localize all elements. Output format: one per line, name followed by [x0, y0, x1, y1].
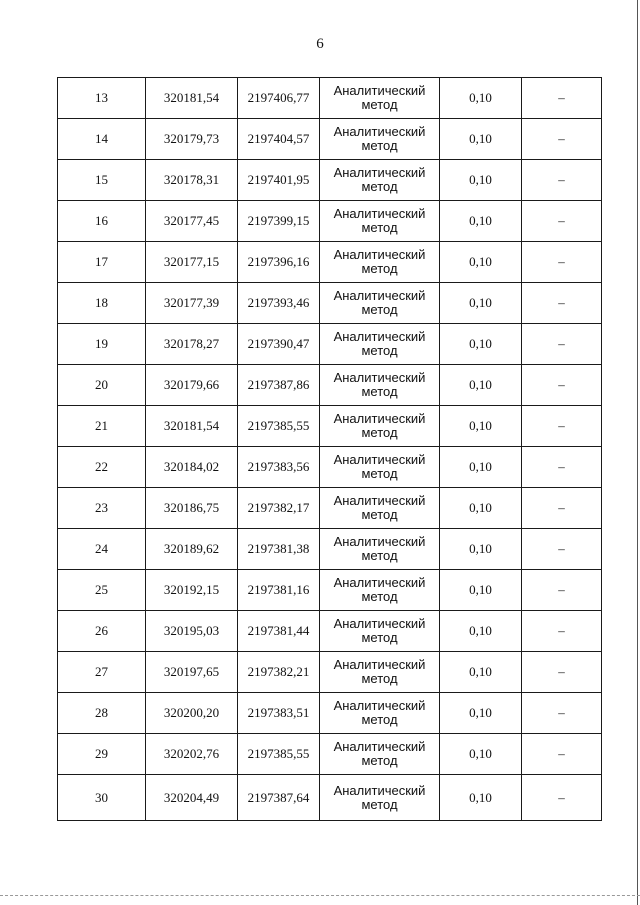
method-cell — [320, 775, 440, 821]
point-number-cell: 27 — [58, 652, 146, 693]
method-line-2: метод — [361, 671, 398, 686]
method-cell — [320, 734, 440, 775]
point-number-cell: 15 — [58, 160, 146, 201]
method-cell — [320, 447, 440, 488]
method-line-2: метод — [361, 796, 398, 812]
method-line-1: Аналитический — [333, 698, 426, 713]
y-coordinate-cell: 2197383,56 — [238, 447, 320, 488]
accuracy-cell: 0,10 — [440, 201, 522, 242]
y-coordinate-cell: 2197387,86 — [238, 365, 320, 406]
accuracy-cell: 0,10 — [440, 160, 522, 201]
y-coordinate-cell: 2197393,46 — [238, 283, 320, 324]
method-line-1: Аналитический — [333, 411, 426, 426]
method-cell — [320, 242, 440, 283]
method-line-2: метод — [361, 753, 398, 768]
method-line-1: Аналитический — [333, 247, 426, 262]
point-number-cell: 28 — [58, 693, 146, 734]
table-row — [58, 365, 602, 406]
x-coordinate-cell: 320177,15 — [146, 242, 238, 283]
table-row — [58, 78, 602, 119]
table-row — [58, 488, 602, 529]
note-cell: – — [522, 160, 602, 201]
point-number-cell: 19 — [58, 324, 146, 365]
method-cell — [320, 201, 440, 242]
note-cell: – — [522, 365, 602, 406]
x-coordinate-cell: 320178,27 — [146, 324, 238, 365]
point-number-cell: 23 — [58, 488, 146, 529]
x-coordinate-cell: 320202,76 — [146, 734, 238, 775]
table-row — [58, 201, 602, 242]
note-cell: – — [522, 693, 602, 734]
point-number-cell: 21 — [58, 406, 146, 447]
method-cell — [320, 119, 440, 160]
y-coordinate-cell: 2197396,16 — [238, 242, 320, 283]
method-line-2: метод — [361, 507, 398, 522]
x-coordinate-cell: 320197,65 — [146, 652, 238, 693]
accuracy-cell: 0,10 — [440, 488, 522, 529]
method-line-1: Аналитический — [333, 124, 426, 139]
accuracy-cell: 0,10 — [440, 652, 522, 693]
x-coordinate-cell: 320177,45 — [146, 201, 238, 242]
note-cell: – — [522, 406, 602, 447]
note-cell: – — [522, 119, 602, 160]
y-coordinate-cell: 2197382,17 — [238, 488, 320, 529]
method-line-2: метод — [361, 425, 398, 440]
y-coordinate-cell: 2197385,55 — [238, 734, 320, 775]
note-cell: – — [522, 488, 602, 529]
note-cell: – — [522, 283, 602, 324]
method-line-2: метод — [361, 466, 398, 481]
page-number: 6 — [316, 36, 324, 52]
method-cell — [320, 283, 440, 324]
note-cell: – — [522, 324, 602, 365]
x-coordinate-cell: 320181,54 — [146, 406, 238, 447]
x-coordinate-cell: 320177,39 — [146, 283, 238, 324]
y-coordinate-cell: 2197401,95 — [238, 160, 320, 201]
method-line-2: метод — [361, 179, 398, 194]
point-number-cell: 30 — [58, 775, 146, 821]
accuracy-cell: 0,10 — [440, 611, 522, 652]
table-row — [58, 119, 602, 160]
table-row — [58, 324, 602, 365]
point-number-cell: 22 — [58, 447, 146, 488]
note-cell: – — [522, 78, 602, 119]
table-row — [58, 406, 602, 447]
accuracy-cell: 0,10 — [440, 529, 522, 570]
method-line-1: Аналитический — [333, 782, 426, 798]
y-coordinate-cell: 2197385,55 — [238, 406, 320, 447]
y-coordinate-cell: 2197399,15 — [238, 201, 320, 242]
y-coordinate-cell: 2197404,57 — [238, 119, 320, 160]
table-row — [58, 693, 602, 734]
accuracy-cell: 0,10 — [440, 693, 522, 734]
x-coordinate-cell: 320204,49 — [146, 775, 238, 821]
table-row — [58, 242, 602, 283]
method-line-1: Аналитический — [333, 616, 426, 631]
note-cell: – — [522, 570, 602, 611]
coordinates-table — [57, 77, 602, 821]
method-line-2: метод — [361, 589, 398, 604]
accuracy-cell: 0,10 — [440, 570, 522, 611]
point-number-cell: 26 — [58, 611, 146, 652]
method-line-2: метод — [361, 343, 398, 358]
page-edge-line — [637, 0, 638, 905]
y-coordinate-cell: 2197406,77 — [238, 78, 320, 119]
table-row — [58, 611, 602, 652]
x-coordinate-cell: 320200,20 — [146, 693, 238, 734]
note-cell: – — [522, 529, 602, 570]
method-line-1: Аналитический — [333, 206, 426, 221]
table-row — [58, 734, 602, 775]
method-cell — [320, 160, 440, 201]
accuracy-cell: 0,10 — [440, 365, 522, 406]
table-body — [58, 78, 602, 821]
accuracy-cell: 0,10 — [440, 242, 522, 283]
method-cell — [320, 652, 440, 693]
table-row — [58, 652, 602, 693]
method-cell — [320, 365, 440, 406]
method-line-1: Аналитический — [333, 83, 426, 98]
note-cell: – — [522, 775, 602, 821]
point-number-cell: 13 — [58, 78, 146, 119]
note-cell: – — [522, 734, 602, 775]
y-coordinate-cell: 2197382,21 — [238, 652, 320, 693]
table-row — [58, 160, 602, 201]
table-row — [58, 529, 602, 570]
point-number-cell: 29 — [58, 734, 146, 775]
note-cell: – — [522, 447, 602, 488]
method-line-2: метод — [361, 138, 398, 153]
method-line-1: Аналитический — [333, 165, 426, 180]
method-line-1: Аналитический — [333, 370, 426, 385]
y-coordinate-cell: 2197387,64 — [238, 775, 320, 821]
method-line-2: метод — [361, 712, 398, 727]
y-coordinate-cell: 2197383,51 — [238, 693, 320, 734]
y-coordinate-cell: 2197381,38 — [238, 529, 320, 570]
method-cell — [320, 693, 440, 734]
point-number-cell: 24 — [58, 529, 146, 570]
y-coordinate-cell: 2197381,16 — [238, 570, 320, 611]
method-line-1: Аналитический — [333, 288, 426, 303]
method-line-2: метод — [361, 302, 398, 317]
table-row — [58, 775, 602, 821]
method-line-2: метод — [361, 630, 398, 645]
point-number-cell: 16 — [58, 201, 146, 242]
point-number-cell: 18 — [58, 283, 146, 324]
method-cell — [320, 611, 440, 652]
x-coordinate-cell: 320179,73 — [146, 119, 238, 160]
point-number-cell: 25 — [58, 570, 146, 611]
method-line-2: метод — [361, 97, 398, 112]
accuracy-cell: 0,10 — [440, 324, 522, 365]
x-coordinate-cell: 320179,66 — [146, 365, 238, 406]
accuracy-cell: 0,10 — [440, 406, 522, 447]
method-cell — [320, 529, 440, 570]
table-row — [58, 283, 602, 324]
method-line-1: Аналитический — [333, 575, 426, 590]
method-line-2: метод — [361, 220, 398, 235]
note-cell: – — [522, 201, 602, 242]
x-coordinate-cell: 320181,54 — [146, 78, 238, 119]
method-line-2: метод — [361, 384, 398, 399]
note-cell: – — [522, 611, 602, 652]
accuracy-cell: 0,10 — [440, 734, 522, 775]
y-coordinate-cell: 2197381,44 — [238, 611, 320, 652]
note-cell: – — [522, 652, 602, 693]
accuracy-cell: 0,10 — [440, 447, 522, 488]
point-number-cell: 17 — [58, 242, 146, 283]
method-line-1: Аналитический — [333, 452, 426, 467]
table-row — [58, 570, 602, 611]
method-cell — [320, 324, 440, 365]
point-number-cell: 14 — [58, 119, 146, 160]
method-line-1: Аналитический — [333, 493, 426, 508]
table-row — [58, 447, 602, 488]
method-line-1: Аналитический — [333, 329, 426, 344]
x-coordinate-cell: 320189,62 — [146, 529, 238, 570]
x-coordinate-cell: 320195,03 — [146, 611, 238, 652]
x-coordinate-cell: 320186,75 — [146, 488, 238, 529]
method-cell — [320, 78, 440, 119]
method-cell — [320, 488, 440, 529]
accuracy-cell: 0,10 — [440, 283, 522, 324]
x-coordinate-cell: 320178,31 — [146, 160, 238, 201]
accuracy-cell: 0,10 — [440, 775, 522, 821]
method-line-1: Аналитический — [333, 534, 426, 549]
method-line-1: Аналитический — [333, 657, 426, 672]
method-line-2: метод — [361, 548, 398, 563]
method-cell — [320, 406, 440, 447]
accuracy-cell: 0,10 — [440, 78, 522, 119]
bottom-scan-rule — [0, 895, 640, 896]
x-coordinate-cell: 320192,15 — [146, 570, 238, 611]
note-cell: – — [522, 242, 602, 283]
accuracy-cell: 0,10 — [440, 119, 522, 160]
method-line-1: Аналитический — [333, 739, 426, 754]
method-line-2: метод — [361, 261, 398, 276]
point-number-cell: 20 — [58, 365, 146, 406]
method-cell — [320, 570, 440, 611]
y-coordinate-cell: 2197390,47 — [238, 324, 320, 365]
x-coordinate-cell: 320184,02 — [146, 447, 238, 488]
